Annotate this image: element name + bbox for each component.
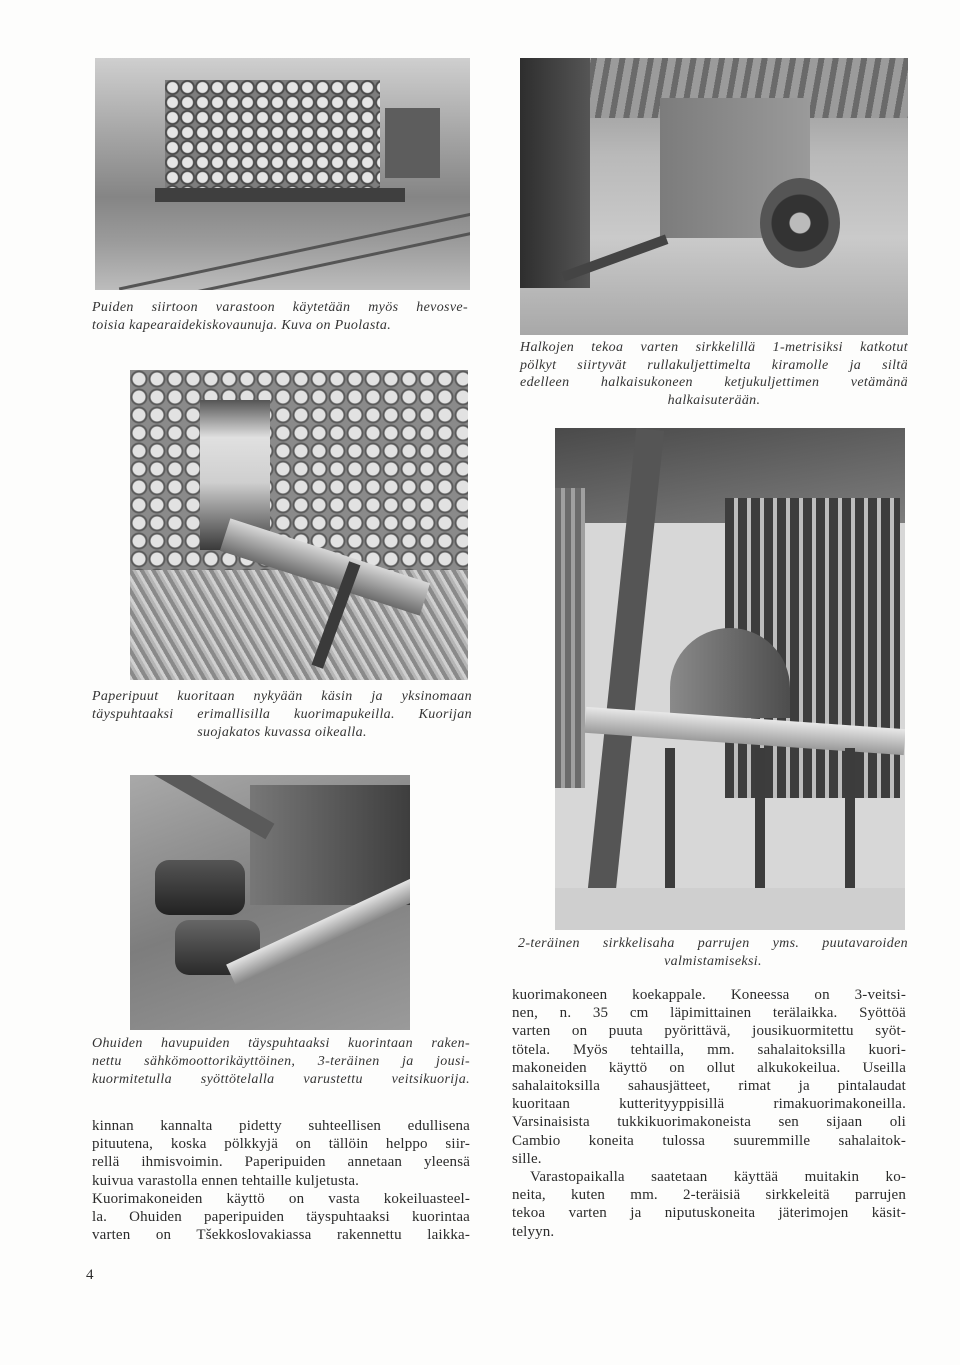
body-line: rellä ihmisvoimin. Paperipuiden annetaan yleensä [92, 1154, 470, 1171]
machine-wheel [760, 178, 840, 268]
rail-cart [155, 188, 405, 202]
caption-line: täyspuhtaaksi erimallisilla kuorimapukeilla. Kuorijan [92, 707, 472, 722]
body-line: telyyn. [512, 1223, 555, 1240]
photo-log-splitting-machine [520, 58, 908, 335]
body-line: neita, kuten mm. 2-teräisiä sirkkeleitä parrujen [512, 1187, 906, 1204]
caption-line: valmistamiseksi. [664, 953, 762, 969]
body-line: nen, n. 35 cm läpimittainen terälaikka. Syöttöä [512, 1005, 906, 1022]
photo-manual-debarking [130, 370, 468, 680]
photo-knife-debarker [130, 775, 410, 1030]
body-line: varten on Tšekkoslovakiassa rakennettu laikka- [92, 1227, 470, 1244]
caption-line: pölkyt siirtyvät rullakuljettimelta kiramolle ja siltä [520, 357, 908, 373]
caption-photo-1 [92, 299, 468, 334]
photo-circular-saw-shed [555, 428, 905, 930]
rail-track [139, 224, 470, 290]
body-line: tötela. Myös tehtailla, mm. sahalaitoksilla kuori- [512, 1041, 906, 1058]
body-line: Varsinaisista tukkikuorimakoneista sen sijaan oli [512, 1114, 906, 1131]
photo-horse-drawn-log-wagon [95, 58, 470, 290]
page-number: 4 [86, 1267, 94, 1283]
caption-line: kuormitetulla syöttötelalla varustettu veitsikuorija. [92, 1072, 470, 1087]
table-legs [665, 748, 885, 888]
body-line: kuoritaan kutterityyppisillä rimakuorimakoneilla. [512, 1096, 906, 1113]
body-line: pituutena, koska pölkkyjä on tällöin helppo siir- [92, 1136, 470, 1153]
floor [555, 888, 905, 930]
caption-photo-5 [92, 1035, 470, 1089]
body-line: kinnan kannalta pidetty suhteellisen edullisena [92, 1118, 470, 1134]
body-line: makoneiden käyttö on ollut alkukokeilua. Useilla [512, 1059, 906, 1076]
caption-line: 2-teräinen sirkkelisaha parrujen yms. puutavaroiden [518, 936, 908, 951]
caption-line: Paperipuut kuoritaan nykyään käsin ja yksinomaan [92, 689, 472, 704]
rail-track [119, 209, 470, 290]
body-line: la. Ohuiden paperipuiden täyspuhtaaksi kuorintaa [92, 1209, 470, 1226]
body-line: varten on puuta pyörittävä, jousikuormitettu syöt- [512, 1023, 906, 1040]
body-line: Cambio koneita tulossa suuremmille sahalaitok- [512, 1132, 906, 1149]
caption-line: toisia kapearaidekiskovaunuja. Kuva on Puolasta. [92, 317, 392, 333]
caption-line: suojakatos kuvassa oikealla. [197, 725, 367, 740]
caption-photo-4 [518, 935, 908, 970]
body-column-right [512, 986, 906, 1241]
caption-line: nettu sähkömoottorikäyttöinen, 3-teräinen ja jousi- [92, 1054, 470, 1069]
body-line: Varastopaikalla saatetaan käyttää muitakin ko- [530, 1169, 906, 1186]
body-line: tekoa varten ja niputuskoneita jäterimojen käsit- [512, 1205, 906, 1222]
worker [520, 58, 590, 288]
body-line: kuivua varastolla ennen tehtaille kuljetusta. [92, 1172, 360, 1189]
caption-line: Ohuiden havupuiden täyspuhtaaksi kuorintaan raken- [92, 1036, 470, 1051]
horse [385, 108, 440, 178]
machine-frame [250, 785, 410, 905]
body-column-left [92, 1117, 470, 1244]
caption-line: edelleen halkaisukoneen ketjukuljettimen vetämänä [520, 375, 908, 390]
caption-line: halkaisuterään. [667, 392, 761, 408]
shed-wall [555, 488, 585, 788]
body-line: sille. [512, 1150, 542, 1167]
caption-line: Puiden siirtoon varastoon käytetään myös hevosve- [92, 300, 468, 315]
caption-line: Halkojen tekoa varten sirkkelillä 1-metrisiksi katkotut [520, 340, 908, 355]
body-line: kuorimakoneen koekappale. Koneessa on 3-veitsi- [512, 987, 906, 1003]
log-pile [165, 80, 380, 190]
caption-photo-2 [520, 339, 908, 409]
body-line: sahalaitoksilla sahausjätteet, rimat ja pintalaudat [512, 1078, 906, 1095]
caption-photo-3 [92, 688, 472, 742]
electric-motor [155, 860, 245, 915]
body-line: Kuorimakoneiden käyttö on vasta kokeiluasteel- [92, 1190, 470, 1207]
